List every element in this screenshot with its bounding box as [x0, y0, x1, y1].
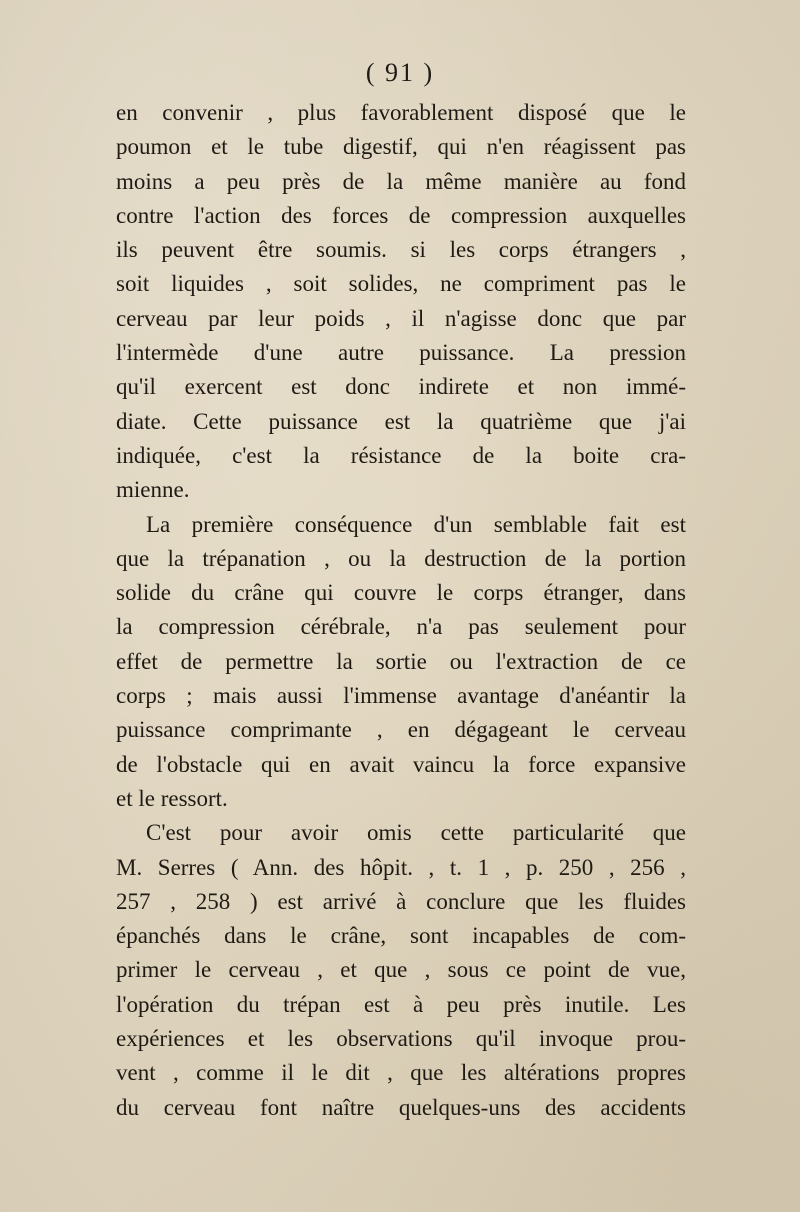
text-line: La première conséquence d'un semblable fait est: [146, 511, 686, 537]
text-line: l'opération du trépan est à peu près inutile. Les: [116, 991, 686, 1017]
text-line: moins a peu près de la même manière au fond: [116, 168, 686, 194]
text-line: poumon et le tube digestif, qui n'en réagissent pas: [116, 134, 686, 160]
text-line: soit liquides , soit solides, ne compriment pas le: [116, 271, 686, 297]
text-line: mienne.: [116, 477, 190, 503]
text-line: effet de permettre la sortie ou l'extraction de ce: [116, 648, 686, 674]
text-line: primer le cerveau , et que , sous ce point de vue,: [116, 957, 686, 983]
text-line: épanchés dans le crâne, sont incapables de com-: [116, 923, 686, 949]
text-line: corps ; mais aussi l'immense avantage d'anéantir la: [116, 683, 686, 709]
text-line: du cerveau font naître quelques-uns des accidents: [116, 1094, 686, 1120]
text-line: de l'obstacle qui en avait vaincu la force expansive: [116, 751, 686, 777]
text-line: la compression cérébrale, n'a pas seulement pour: [116, 614, 686, 640]
text-line: indiquée, c'est la résistance de la boite cra-: [116, 442, 686, 468]
text-line: vent , comme il le dit , que les altérations propres: [116, 1060, 686, 1086]
text-line: et le ressort.: [116, 785, 228, 811]
text-line: l'intermède d'une autre puissance. La pression: [116, 340, 686, 366]
text-line: M. Serres ( Ann. des hôpit. , t. 1 , p. 250 , 256 ,: [116, 854, 686, 880]
text-line: cerveau par leur poids , il n'agisse donc que par: [116, 305, 686, 331]
text-line: expériences et les observations qu'il invoque prou-: [116, 1026, 686, 1052]
text-line: C'est pour avoir omis cette particularité que: [146, 820, 686, 846]
page-number: ( 91 ): [365, 58, 435, 87]
text-line: ils peuvent être soumis. si les corps étrangers ,: [116, 237, 686, 263]
body-text: [116, 96, 686, 1125]
text-line: qu'il exercent est donc indirete et non immé-: [116, 374, 686, 400]
text-line: puissance comprimante , en dégageant le cerveau: [116, 717, 686, 743]
text-line: que la trépanation , ou la destruction de la portion: [116, 545, 686, 571]
text-line: contre l'action des forces de compression auxquelles: [116, 202, 686, 228]
text-line: 257 , 258 ) est arrivé à conclure que les fluides: [116, 888, 686, 914]
text-line: diate. Cette puissance est la quatrième que j'ai: [116, 408, 686, 434]
text-line: solide du crâne qui couvre le corps étranger, dans: [116, 580, 686, 606]
text-line: en convenir , plus favorablement disposé que le: [116, 100, 686, 125]
